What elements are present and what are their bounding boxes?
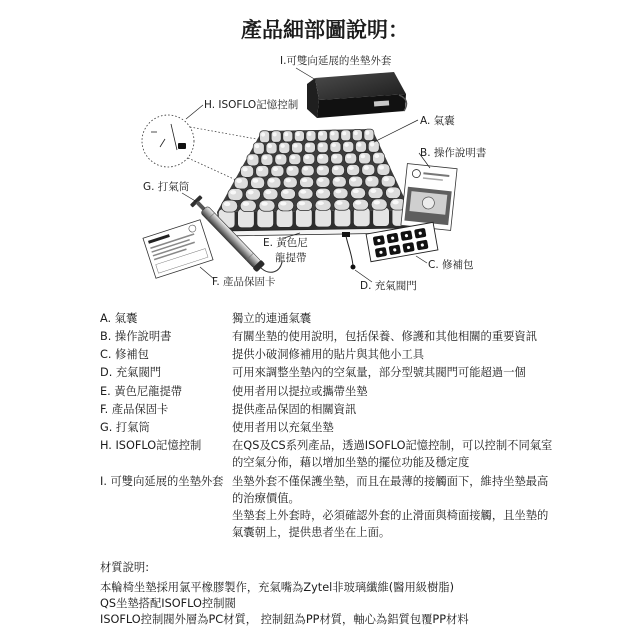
air-cell [261,154,273,165]
description-line: 有關坐墊的使用說明，包括保養、修護和其他相關的重要資訊 [232,329,538,343]
description-line: 氣囊朝上，提供患者坐在上面。 [232,525,391,539]
air-cell [341,130,351,141]
description-line: 可用來調整坐墊內的空氣量，部分型號其閥門可能超過一個 [232,365,526,379]
air-cell [343,141,354,152]
air-cell-highlight [388,189,394,193]
air-cell [315,188,330,199]
air-cell [303,154,315,165]
cushion-cover-icon [307,72,407,118]
air-cell [386,187,401,199]
air-cell-highlight [335,189,341,193]
air-cell-highlight [332,155,337,159]
air-cell [371,199,387,210]
air-cell [318,130,328,141]
materials-heading: 材質說明: [100,561,149,574]
inflation-valve-icon [342,232,356,270]
air-cell [355,141,366,152]
air-cell-highlight [273,167,278,171]
description-line: 提供小破洞修補用的貼片與其他小工具 [232,347,425,361]
air-cell [317,142,328,153]
air-cell-highlight [349,166,354,170]
air-cell [332,176,346,187]
air-cell-highlight [224,202,230,206]
air-cell [251,177,265,188]
air-cell-highlight [346,155,351,159]
air-cell-highlight [306,144,310,148]
air-cell-highlight [319,143,323,147]
component-label: F. 產品保固卡 [100,402,169,416]
air-cell-highlight [258,167,263,171]
leader-line-repair-kit [416,256,427,263]
air-cell-highlight [283,190,289,194]
air-cell-highlight [379,165,384,169]
isoflo-detail-circle [142,115,194,167]
callout-cover: I.可雙向延展的坐墊外套 [280,55,392,67]
description-line: 坐墊套上外套時，必須確認外套的止滑面與椅面接觸，且坐墊的 [232,508,549,522]
air-cell-highlight [269,179,275,183]
air-cell-highlight [248,190,254,194]
air-cell-highlight [243,202,249,206]
air-cell [294,131,304,142]
air-cell [359,153,371,164]
component-label: D. 充氣閥門 [100,365,162,379]
air-cell [368,141,379,153]
component-description [232,437,552,471]
leader-line-air-cells [374,120,418,142]
air-cell [245,189,260,200]
air-cell [334,200,350,211]
air-cell-highlight [370,142,374,146]
air-cell-highlight [318,178,324,182]
air-cell-highlight [273,132,277,136]
air-cell [316,165,329,176]
air-cell-highlight [351,178,357,182]
materials-line: 本輪椅坐墊採用氯平橡膠製作，充氣嘴為Zytel非玻璃纖維(醫用級樹脂) [100,581,455,594]
air-cell-side [315,208,332,227]
air-cell-highlight [370,189,376,193]
air-cell-highlight [288,167,293,171]
air-cell [286,165,299,176]
description-line: 在QS及CS系列產品，透過ISOFLO記憶控制，可以控制不同氣室 [232,438,553,452]
air-cell [362,164,375,175]
air-cell-highlight [261,202,267,206]
air-cell [331,153,343,164]
air-cell-highlight [302,178,308,182]
air-cell-highlight [354,131,358,135]
component-description [232,364,526,381]
description-line: 使用者用以充氣坐墊 [232,420,334,434]
description-line: 獨立的連通氣囊 [232,311,312,325]
air-cell-highlight [296,132,300,136]
air-cell-highlight [319,132,323,136]
air-cell [266,142,277,153]
callout-repair-kit: C. 修補包 [428,259,474,271]
isoflo-zoom-line-top [190,127,262,140]
air-cell [253,142,264,154]
air-cell [368,187,383,198]
air-cell-highlight [319,155,324,159]
callout-valve: D. 充氣閥門 [360,280,417,292]
air-cell [349,176,363,187]
isoflo-zoom-line-bottom [188,158,236,180]
air-cell [351,188,366,199]
air-cell-highlight [332,143,336,147]
air-cell [329,130,339,141]
air-cell-highlight [236,179,242,183]
page-title: 產品細部圖說明： [241,18,409,42]
air-cell-highlight [280,202,286,206]
valve-stem [346,236,353,266]
air-cell-highlight [344,143,348,147]
callout-manual: B. 操作說明書 [420,147,487,159]
air-cell-highlight [291,155,296,159]
callout-air-cells: A. 氣囊 [420,115,455,127]
materials-line: QS坐墊搭配ISOFLO控制閥 [100,597,236,610]
air-cell-highlight [263,155,268,159]
air-cell [352,199,368,210]
component-label: I. 可雙向延展的坐墊外套 [100,474,224,488]
air-cell [317,154,329,165]
leader-line-isoflo [186,105,203,119]
air-cell-highlight [293,144,297,148]
callout-strap-line1: E. 黃色尼 [263,237,308,249]
air-cell [275,154,287,165]
product-diagram [0,0,640,300]
component-description [232,310,311,327]
description-line: 提供產品保固的相關資訊 [232,402,357,416]
air-cell [301,165,314,176]
component-description [232,328,537,345]
air-cell-highlight [249,156,254,160]
air-cell-highlight [334,178,340,182]
air-cell [298,188,313,199]
component-label: H. ISOFLO記憶控制 [100,438,202,452]
callout-isoflo: H. ISOFLO記憶控制 [204,99,299,111]
air-cell-highlight [367,177,373,181]
leader-line-cover [296,68,316,80]
component-description [232,419,334,436]
air-cell [365,176,379,187]
air-cell [315,200,331,211]
air-cell-highlight [355,201,361,205]
air-cell-highlight [300,190,306,194]
air-cell-highlight [277,155,282,159]
air-cell-highlight [357,143,361,147]
air-cell [280,189,295,200]
air-cell-highlight [318,190,324,194]
air-cell [228,189,243,201]
air-cell [347,165,360,176]
leader-line-pump [182,193,197,202]
air-cell [381,175,395,187]
air-cell-highlight [336,201,342,205]
air-cell [364,129,374,141]
air-cell-highlight [285,178,291,182]
operation-manual-icon [401,164,457,231]
air-cell [306,131,316,142]
air-cell [234,177,248,189]
air-cell [373,152,385,164]
air-cell [333,188,348,199]
air-cell-highlight [360,154,365,158]
air-cell [345,153,357,164]
component-label: G. 打氣筒 [100,420,150,434]
air-cell-highlight [374,200,380,204]
air-cell-highlight [342,131,346,135]
air-cell-cushion-icon [217,129,410,231]
component-description [232,401,356,418]
air-cell-side [296,208,313,227]
air-cell [300,177,314,188]
air-cell-highlight [392,200,398,204]
air-cell-highlight [305,155,310,159]
component-label: A. 氣囊 [100,311,138,325]
air-cell [271,131,281,142]
component-label: C. 修補包 [100,347,149,361]
air-cell-highlight [230,190,236,194]
air-cell-highlight [333,166,338,170]
air-cell-highlight [307,132,311,136]
air-cell-highlight [243,167,248,171]
air-cell-highlight [374,154,379,158]
air-cell [241,165,254,177]
air-cell [289,154,301,165]
cover-tag [374,100,389,106]
description-line: 的空氣分佈，藉以增加坐墊的擺位功能及穩定度 [232,455,470,469]
air-cell [256,165,269,176]
description-line: 坐墊外套不僅保護坐墊，而且在最薄的接觸面下，維持坐墊最高 [232,474,549,488]
air-cell [278,200,294,211]
air-cell [247,154,259,166]
air-cell-highlight [353,189,359,193]
description-line: 的治療價值。 [232,491,300,505]
air-cell [304,142,315,153]
air-cell-side [334,208,351,227]
air-cell [279,142,290,153]
air-cell [222,200,238,212]
isoflo-knob [178,143,186,149]
air-cell [260,131,270,143]
air-cell [296,200,312,211]
air-cell-highlight [268,144,272,148]
callout-warranty-card: F. 產品保固卡 [212,276,276,288]
air-cell [331,165,344,176]
air-cell-highlight [265,190,271,194]
component-description [232,346,424,363]
air-cell-highlight [364,166,369,170]
air-cell [283,131,293,142]
air-cell-highlight [318,167,323,171]
component-label: E. 黃色尼龍提帶 [100,384,183,398]
valve-cap [351,265,356,270]
air-cell-highlight [280,144,284,148]
air-cell [316,177,330,188]
air-cell [377,164,390,176]
air-cell-highlight [261,132,265,136]
air-cell [330,142,341,153]
component-description [232,383,368,400]
air-cell-highlight [299,201,305,205]
air-cell [352,130,362,141]
air-cell [271,165,284,176]
air-cell-highlight [365,131,369,135]
component-label: B. 操作說明書 [100,329,172,343]
description-line: 使用者用以提拉或攜帶坐墊 [232,384,368,398]
air-cell-highlight [284,132,288,136]
air-cell-highlight [383,177,389,181]
component-description [232,473,548,541]
air-cell-highlight [303,167,308,171]
air-cell [292,142,303,153]
air-cell-highlight [255,144,259,148]
callout-strap-line2: 龍提帶 [275,252,307,264]
air-cell-highlight [317,201,323,205]
materials-line: ISOFLO控制閥外層為PC材質， 控制鈕為PP材質，軸心為鋁質包覆PP材料 [100,613,469,626]
air-cell [240,200,256,211]
air-cell [267,177,281,188]
air-cell-highlight [253,179,259,183]
air-cell-highlight [331,132,335,136]
air-cell [283,177,297,188]
air-cell [263,189,278,200]
callout-pump: G. 打氣筒 [143,181,190,193]
air-cell [259,200,275,211]
